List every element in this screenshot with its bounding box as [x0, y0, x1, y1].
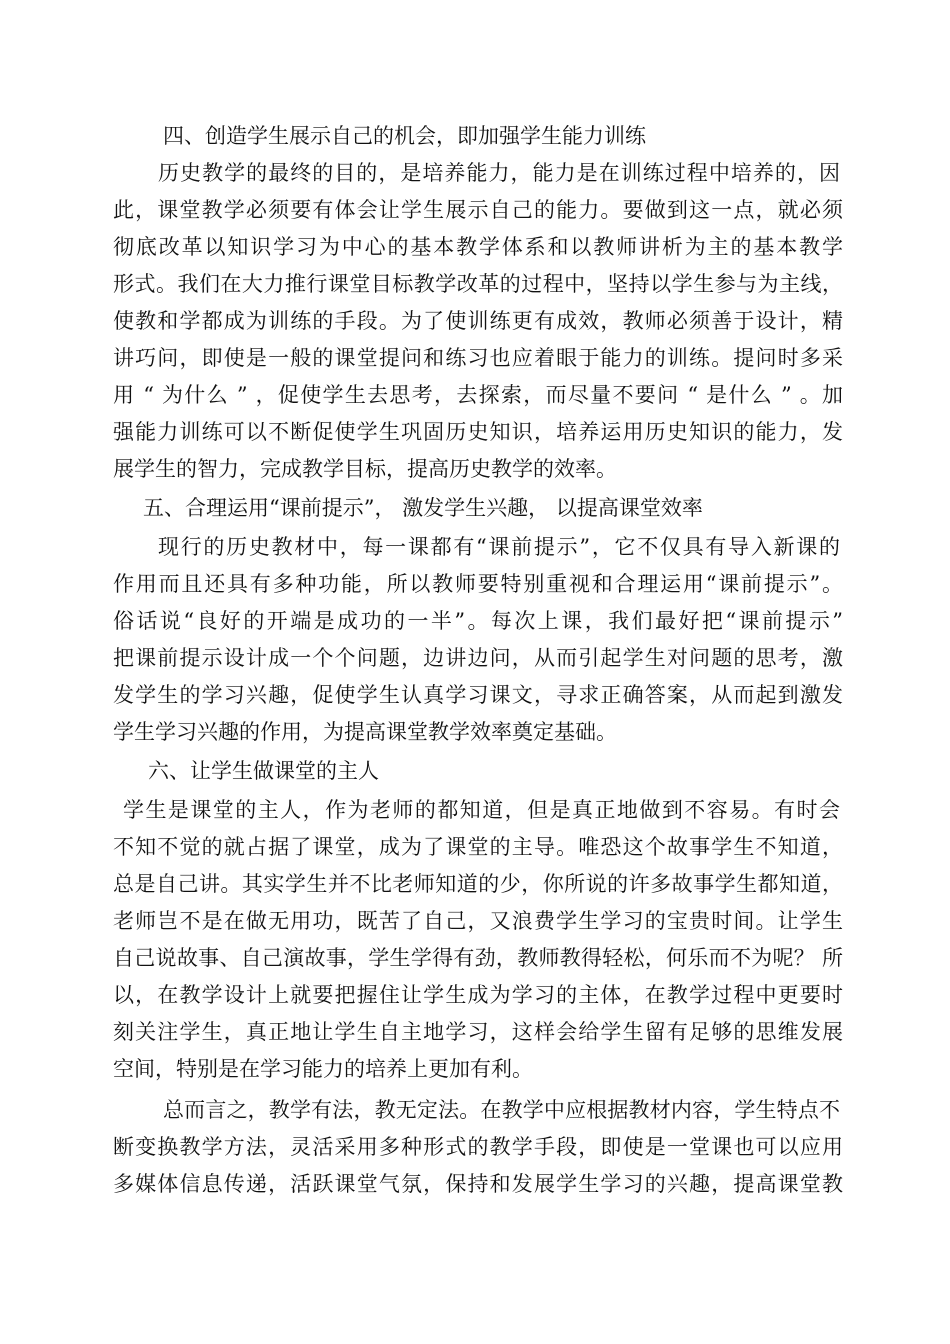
- paragraph-line: 空间，特别是在学习能力的培养上更加有利。: [113, 1057, 533, 1081]
- section-heading-5: 五、合理运用“课前提示”， 激发学生兴趣， 以提高课堂效率: [143, 496, 703, 520]
- paragraph-line: 多媒体信息传递，活跃课堂气氛，保持和发展学生学习的兴趣，提高课堂教: [113, 1172, 843, 1196]
- paragraph-line: 学生学习兴趣的作用，为提高课堂教学效率奠定基础。: [113, 720, 617, 744]
- paragraph-line: 把课前提示设计成一个个问题，边讲边问，从而引起学生对问题的思考，激: [113, 646, 843, 670]
- paragraph-line: 总而言之，教学有法，教无定法。在教学中应根据教材内容，学生特点不: [163, 1098, 840, 1122]
- paragraph-line: 此，课堂教学必须要有体会让学生展示自己的能力。要做到这一点，就必须: [113, 198, 843, 222]
- paragraph-line: 学生是课堂的主人，作为老师的都知道，但是真正地做到不容易。有时会: [123, 798, 840, 822]
- paragraph-line: 现行的历史教材中，每一课都有“课前提示”，它不仅具有导入新课的: [158, 535, 840, 559]
- paragraph-line: 自己说故事、自己演故事，学生学得有劲，教师教得轻松，何乐而不为呢？ 所: [113, 946, 843, 970]
- paragraph-line: 断变换教学方法，灵活采用多种形式的教学手段，即使是一堂课也可以应用: [113, 1135, 843, 1159]
- paragraph-line: 强能力训练可以不断促使学生巩固历史知识，培养运用历史知识的能力，发: [113, 420, 843, 444]
- paragraph-line: 以，在教学设计上就要把握住让学生成为学习的主体，在教学过程中更要时: [113, 983, 843, 1007]
- section-heading-6: 六、让学生做课堂的主人: [148, 759, 379, 783]
- section-heading-4: 四、创造学生展示自己的机会，即加强学生能力训练: [163, 124, 646, 148]
- paragraph-line: 俗话说“良好的开端是成功的一半”。每次上课，我们最好把“课前提示”: [113, 609, 843, 633]
- paragraph-line: 历史教学的最终的目的，是培养能力，能力是在训练过程中培养的，因: [158, 161, 840, 185]
- paragraph-line: 使教和学都成为训练的手段。为了使训练更有成效，教师必须善于设计，精: [113, 309, 843, 333]
- paragraph-line: 总是自己讲。其实学生并不比老师知道的少，你所说的许多故事学生都知道，: [113, 872, 843, 896]
- paragraph-line: 刻关注学生，真正地让学生自主地学习，这样会给学生留有足够的思维发展: [113, 1020, 843, 1044]
- paragraph-line: 用 “ 为什么 ” ，促使学生去思考，去探索，而尽量不要问 “ 是什么 ” 。加: [113, 383, 843, 407]
- paragraph-line: 发学生的学习兴趣，促使学生认真学习课文，寻求正确答案，从而起到激发: [113, 683, 843, 707]
- paragraph-line: 作用而且还具有多种功能，所以教师要特别重视和合理运用“课前提示”。: [113, 572, 843, 596]
- paragraph-line: 形式。我们在大力推行课堂目标教学改革的过程中，坚持以学生参与为主线，: [113, 272, 843, 296]
- paragraph-line: 展学生的智力，完成教学目标，提高历史教学的效率。: [113, 457, 617, 481]
- paragraph-line: 老师岂不是在做无用功，既苦了自己，又浪费学生学习的宝贵时间。让学生: [113, 909, 843, 933]
- paragraph-line: 讲巧问，即使是一般的课堂提问和练习也应着眼于能力的训练。提问时多采: [113, 346, 843, 370]
- paragraph-line: 不知不觉的就占据了课堂，成为了课堂的主导。唯恐这个故事学生不知道，: [113, 835, 843, 859]
- paragraph-line: 彻底改革以知识学习为中心的基本教学体系和以教师讲析为主的基本教学: [113, 235, 843, 259]
